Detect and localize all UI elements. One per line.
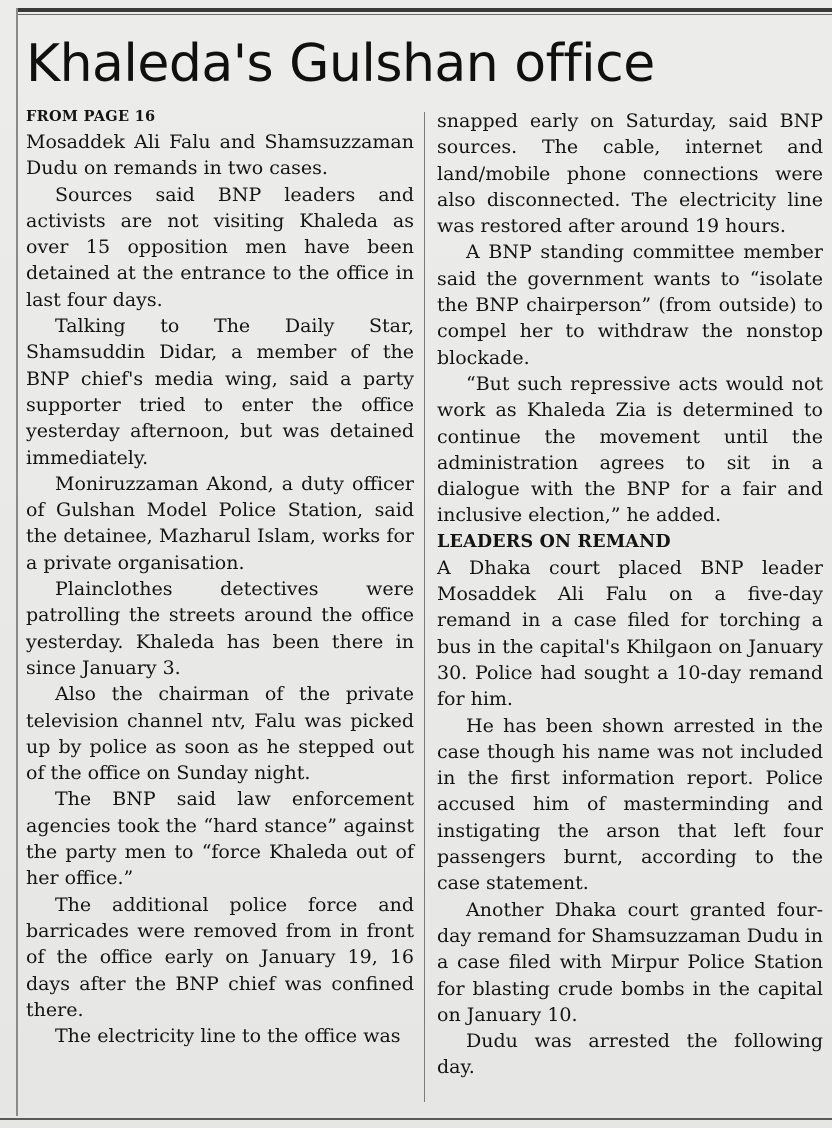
paragraph: The additional police force and barricades were removed from in front of the office early on January 19, 16 days after the BNP chief was confined there.	[26, 893, 414, 1021]
paragraph: Sources said BNP leaders and activists are not visiting Khaleda as over 15 opposition men have been detained at the entrance to the office in last four days.	[26, 183, 414, 311]
from-page-kicker: FROM PAGE 16	[26, 108, 156, 125]
paragraph: A BNP standing committee member said the government wants to “isolate the BNP chairperson” (from outside) to compel her to withdraw the nonstop blockade.	[437, 241, 823, 369]
top-rule	[18, 8, 832, 12]
paragraph: Dudu was arrested the following day.	[437, 1030, 823, 1079]
column-divider	[424, 112, 425, 1102]
paragraph: A Dhaka court placed BNP leader Mosaddek Ali Falu on a five-day remand in a case filed for torching a bus in the capital's Khilgaon on January 30. Police had sought a 10-day remand for him.	[437, 556, 823, 711]
paragraph: Plainclothes detectives were patrolling the streets around the office yesterday. Khaleda has been there in since January 3.	[26, 578, 414, 679]
top-rule-thin	[18, 14, 832, 15]
paragraph: Mosaddek Ali Falu and Shamsuzzaman Dudu on remands in two cases.	[26, 131, 414, 180]
column-right	[437, 108, 823, 1081]
paragraph-continued: The electricity line to the office was	[55, 1025, 401, 1048]
left-rule	[16, 8, 18, 1116]
headline: Khaleda's Gulshan office	[26, 34, 655, 94]
paragraph: He has been shown arrested in the case though his name was not included in the first information report. Police accused him of masterminding and instigating the arson that left four passengers burnt, according to the case statement.	[437, 714, 823, 895]
column-left	[26, 108, 414, 1049]
bottom-rule	[0, 1118, 832, 1120]
paragraph: Talking to The Daily Star, Shamsuddin Didar, a member of the BNP chief's media wing, said a party supporter tried to enter the office yesterday afternoon, but was detained immediately.	[26, 315, 414, 469]
paragraph-continuation: snapped early on Saturday, said BNP sources. The cable, internet and land/mobile phone connections were also disconnected. The electricity line was restored after around 19 hours.	[437, 110, 823, 238]
paragraph: Also the chairman of the private television channel ntv, Falu was picked up by police as soon as he stepped out of the office on Sunday night.	[26, 683, 414, 785]
paragraph: The BNP said law enforcement agencies took the “hard stance” against the party men to “force Khaleda out of her office.”	[26, 788, 414, 890]
paragraph: Moniruzzaman Akond, a duty officer of Gulshan Model Police Station, said the detainee, Mazharul Islam, works for a private organisation.	[26, 472, 414, 574]
paragraph: “But such repressive acts would not work as Khaleda Zia is determined to continue the movement until the administration agrees to sit in a dialogue with the BNP for a fair and inclusive election,” he added.	[437, 372, 823, 527]
paragraph: Another Dhaka court granted four-day remand for Shamsuzzaman Dudu in a case filed with Mirpur Police Station for blasting crude bombs in the capital on January 10.	[437, 898, 823, 1026]
subhead-leaders-on-remand: LEADERS ON REMAND	[437, 531, 671, 552]
